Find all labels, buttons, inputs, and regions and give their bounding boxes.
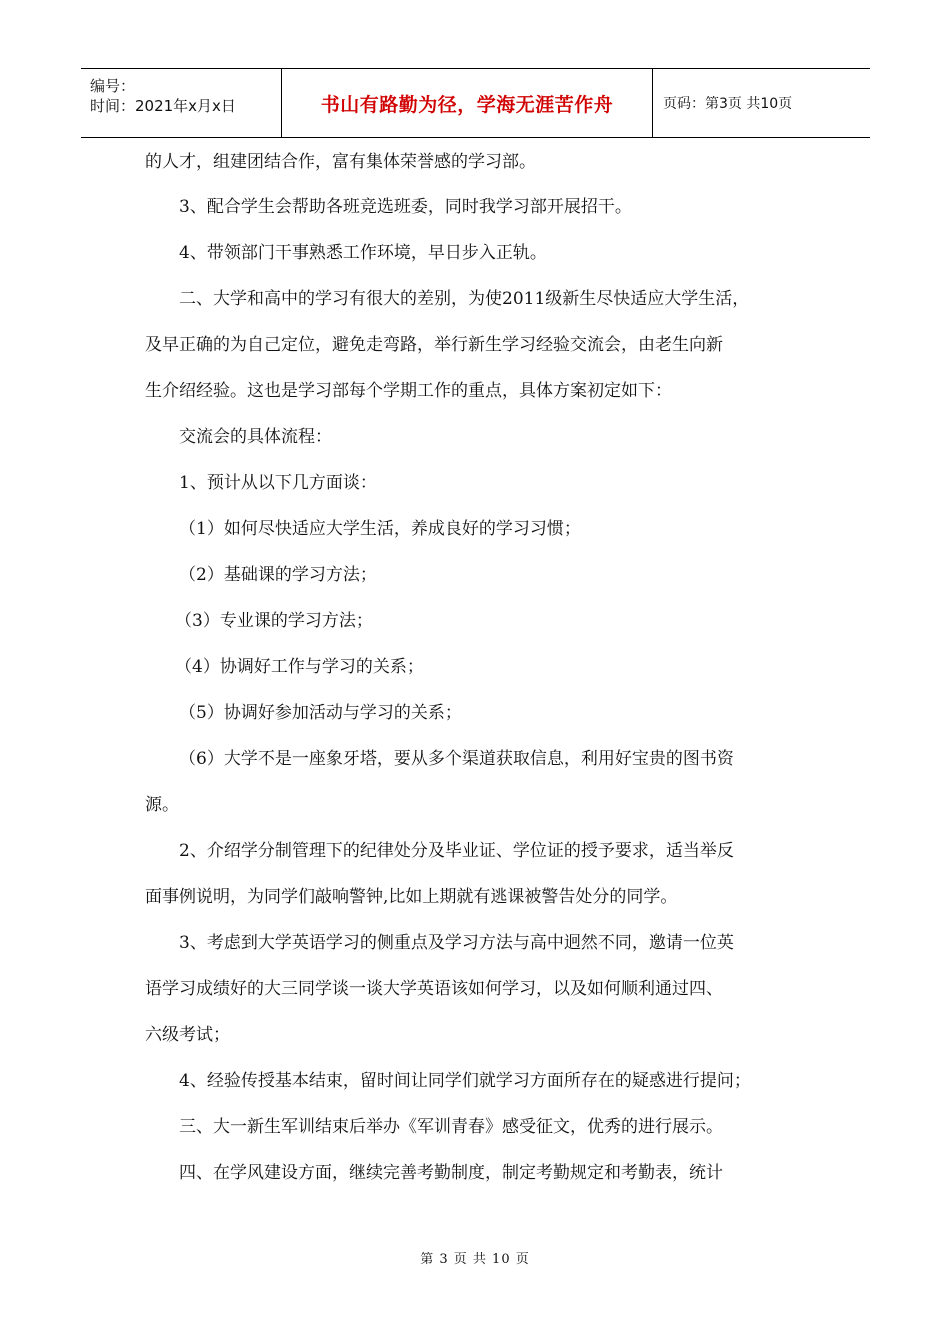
text-line: 2、介绍学分制管理下的纪律处分及毕业证、学位证的授予要求，适当举反 [179,841,734,861]
text-line: 二、大学和高中的学习有很大的差别，为使2011级新生尽快适应大学生活， [179,289,750,309]
text-line: 1、预计从以下几方面谈： [179,473,377,493]
header-page-code: 页码：第3页 共10页 [663,96,793,112]
page-header [81,68,870,138]
header-motto: 书山有路勤为径，学海无涯苦作舟 [320,93,614,116]
page-footer: 第 3 页 共 10 页 [420,1252,530,1267]
text-line: 生介绍经验。这也是学习部每个学期工作的重点，具体方案初定如下： [145,381,672,401]
header-motto-cell [282,69,653,137]
text-line: 4、带领部门干事熟悉工作环境，早日步入正轨。 [179,243,547,263]
text-line: 源。 [145,795,179,815]
header-number-label: 编号： [90,77,136,95]
text-line: 3、考虑到大学英语学习的侧重点及学习方法与高中迥然不同，邀请一位英 [179,933,734,953]
text-line: （5）协调好参加活动与学习的关系； [179,703,462,723]
text-line: （6）大学不是一座象牙塔，要从多个渠道获取信息，利用好宝贵的图书资 [179,749,734,769]
header-meta-cell [81,69,282,137]
text-line: 3、配合学生会帮助各班竞选班委，同时我学习部开展招干。 [179,197,632,217]
text-line: （2）基础课的学习方法； [179,565,377,585]
text-line: （4）协调好工作与学习的关系； [175,657,424,677]
text-line: 语学习成绩好的大三同学谈一谈大学英语该如何学习，以及如何顺利通过四、 [145,979,723,999]
text-line: 三、大一新生军训结束后举办《军训青春》感受征文，优秀的进行展示。 [179,1117,723,1137]
header-time-label: 时间：2021年x月x日 [90,97,236,115]
text-line: 4、经验传授基本结束，留时间让同学们就学习方面所存在的疑惑进行提问； [179,1071,751,1091]
text-line: 六级考试； [145,1025,230,1045]
text-line: 及早正确的为自己定位，避免走弯路，举行新生学习经验交流会，由老生向新 [145,335,723,355]
text-line: 四、在学风建设方面，继续完善考勤制度，制定考勤规定和考勤表，统计 [179,1163,723,1183]
header-page-cell [653,69,870,137]
text-line: 面事例说明，为同学们敲响警钟,比如上期就有逃课被警告处分的同学。 [145,887,678,907]
text-line: 交流会的具体流程： [179,427,332,447]
text-line: （1）如何尽快适应大学生活，养成良好的学习习惯； [179,519,581,539]
text-line: 的人才，组建团结合作，富有集体荣誉感的学习部。 [145,152,536,172]
text-line: （3）专业课的学习方法； [175,611,373,631]
